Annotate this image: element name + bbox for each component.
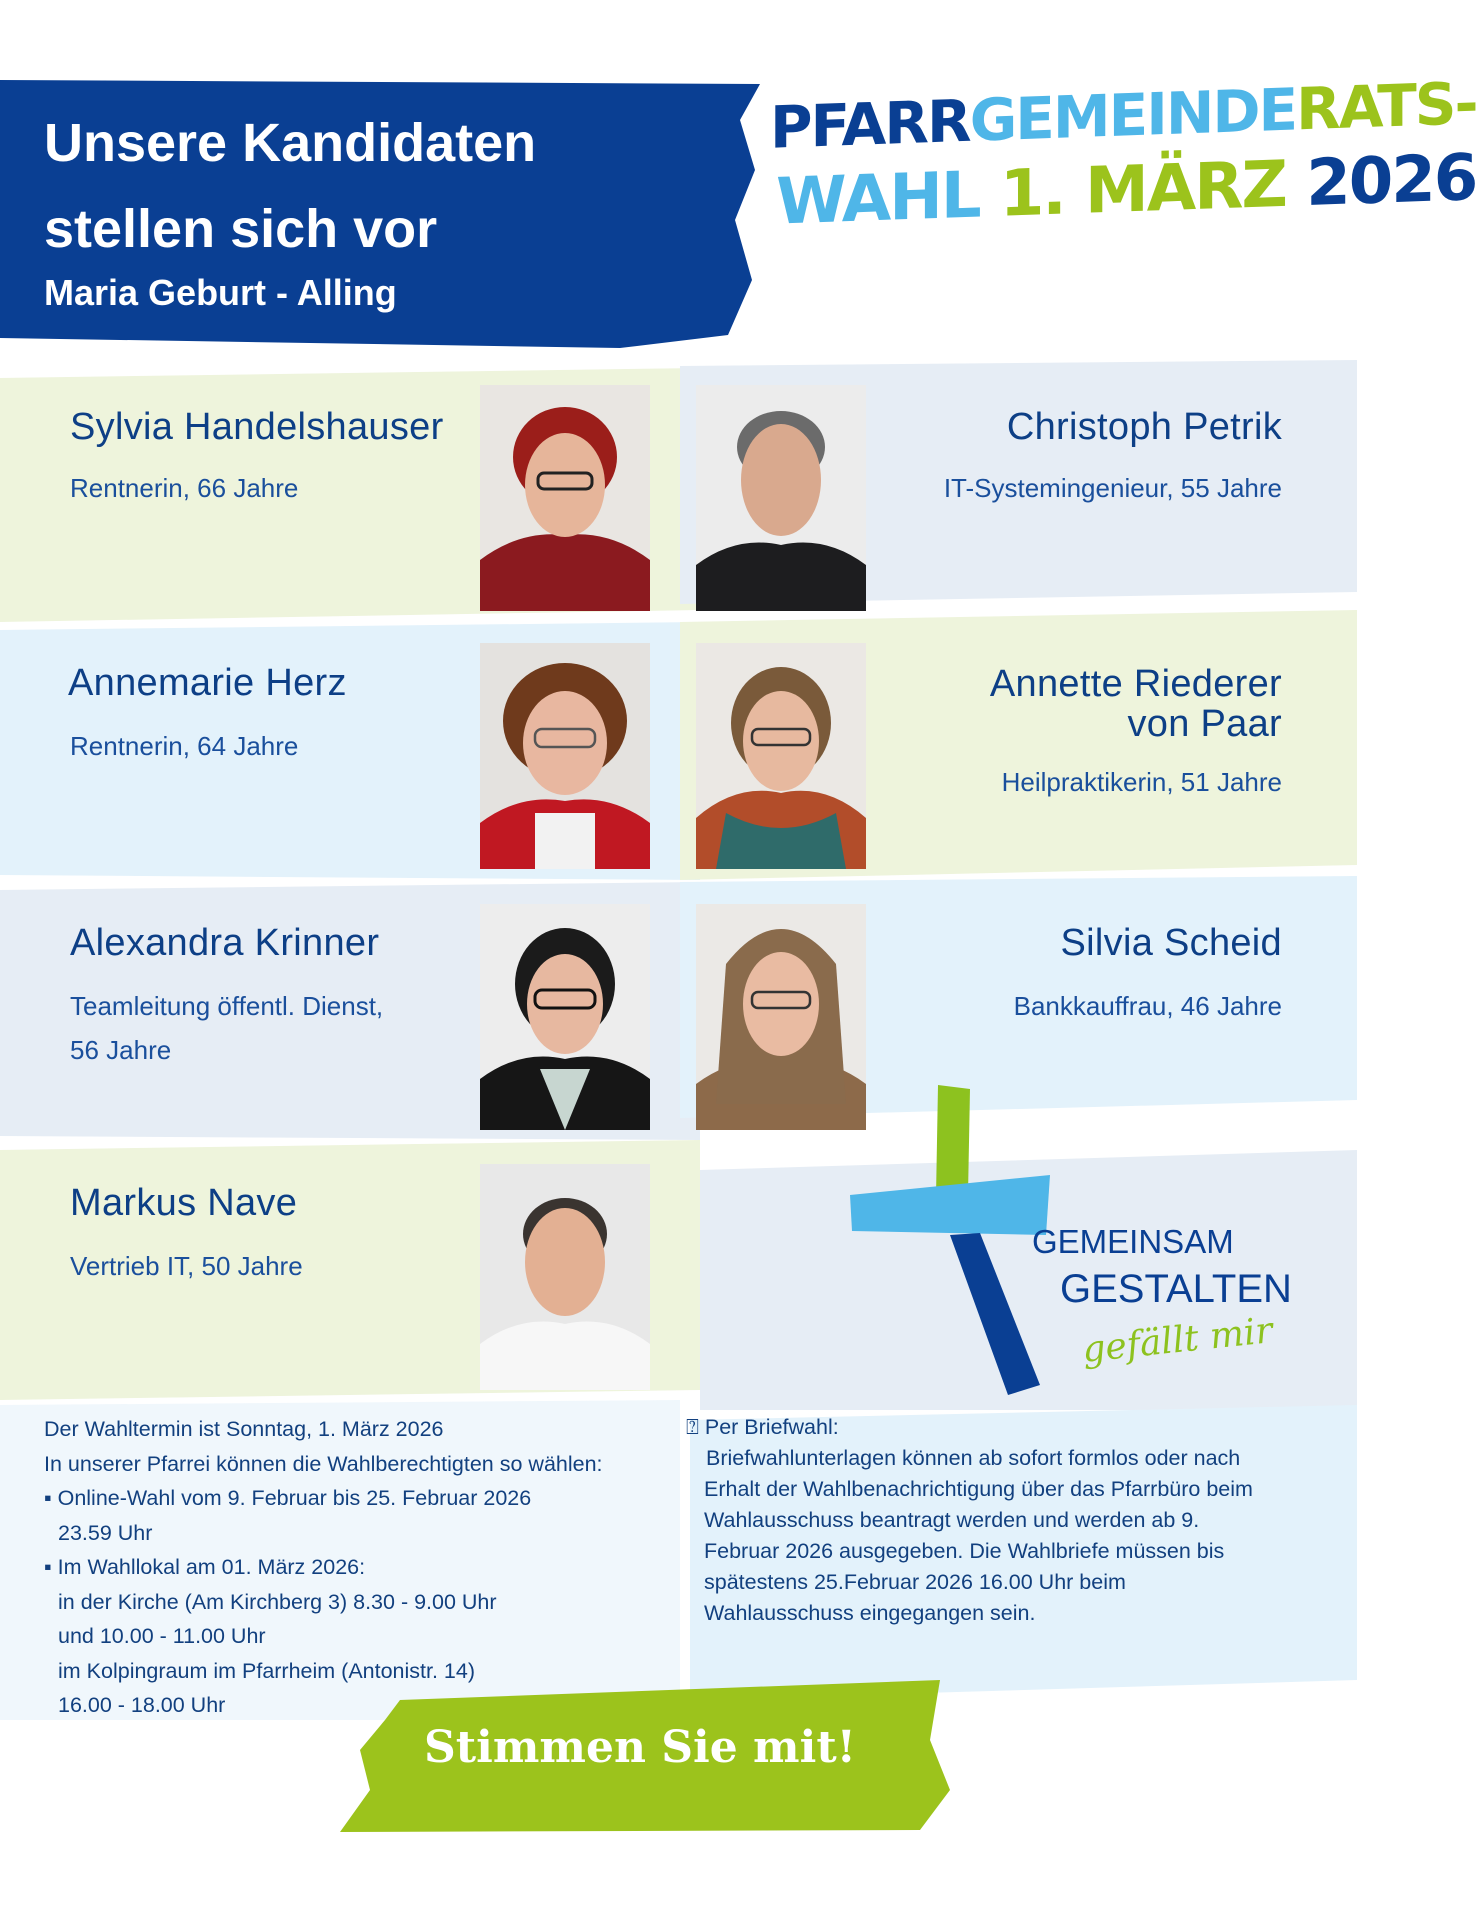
- candidate-photo: [480, 385, 650, 611]
- candidate-name: Silvia Scheid: [1060, 922, 1282, 964]
- candidate-photo: [696, 643, 866, 869]
- portrait-placeholder-icon: [696, 904, 866, 1130]
- candidate-job: [70, 984, 383, 1072]
- portrait-placeholder-icon: [480, 385, 650, 611]
- info-line: und 10.00 - 11.00 Uhr: [58, 1624, 266, 1648]
- cross-vertical-darkblue-icon: [950, 1233, 1040, 1395]
- candidate-name: Christoph Petrik: [1006, 406, 1282, 448]
- candidate-name: Markus Nave: [70, 1182, 298, 1224]
- candidate-job-line2: 56 Jahre: [70, 1035, 172, 1065]
- cross-vertical-green-icon: [936, 1085, 970, 1197]
- logo-word-gemeinde: GEMEINDE: [969, 75, 1297, 155]
- candidate-name-line1: Annette Riederer: [989, 663, 1282, 705]
- candidate-photo: [480, 643, 650, 869]
- candidate-job: Bankkauffrau, 46 Jahre: [1013, 991, 1282, 1021]
- candidate-job: Heilpraktikerin, 51 Jahre: [1001, 767, 1282, 797]
- page-title: [44, 100, 704, 272]
- info-line: ⍰ Per Briefwahl:: [686, 1415, 839, 1439]
- info-line: Briefwahlunterlagen können ab sofort formlos oder nach: [706, 1446, 1241, 1470]
- candidate-photo: [696, 904, 866, 1130]
- page-title-line2: stellen sich vor: [44, 199, 438, 259]
- info-line: Februar 2026 ausgegeben. Die Wahlbriefe müssen bis: [704, 1539, 1225, 1563]
- logo-word-date: 1. MÄRZ: [999, 147, 1286, 232]
- info-line: Der Wahltermin ist Sonntag, 1. März 2026: [44, 1417, 444, 1441]
- info-line: ▪ Im Wahllokal am 01. März 2026:: [44, 1555, 366, 1579]
- info-line: Erhalt der Wahlbenachrichtigung über das Pfarrbüro beim: [704, 1477, 1253, 1501]
- info-line: In unserer Pfarrei können die Wahlberechtigten so wählen:: [44, 1451, 603, 1476]
- logo-word-rats: RATS-: [1296, 69, 1477, 144]
- portrait-placeholder-icon: [696, 385, 866, 611]
- candidate-name-line2: von Paar: [1127, 703, 1282, 745]
- info-line: ▪ Online-Wahl vom 9. Februar bis 25. Februar 2026: [44, 1486, 532, 1510]
- page-subtitle: Maria Geburt - Alling: [44, 272, 397, 313]
- candidate-photo: [696, 385, 866, 611]
- candidate-name: [990, 664, 1282, 744]
- logo-word-wahl: WAHL: [776, 158, 980, 240]
- gefaellt-mir-text: gefällt mir: [1080, 1310, 1275, 1371]
- gestalten-text: GESTALTEN: [1060, 1267, 1292, 1311]
- info-line: spätestens 25.Februar 2026 16.00 Uhr beim: [704, 1570, 1126, 1594]
- portrait-placeholder-icon: [480, 904, 650, 1130]
- election-info-right: [686, 1412, 1326, 1629]
- info-line: Wahlausschuss beantragt werden und werden ab 9.: [704, 1508, 1200, 1532]
- election-info-left: [44, 1412, 684, 1723]
- candidate-job: Vertrieb IT, 50 Jahre: [70, 1251, 303, 1281]
- candidate-job: Rentnerin, 66 Jahre: [70, 473, 299, 503]
- candidate-job: IT-Systemingenieur, 55 Jahre: [943, 473, 1282, 503]
- info-line: im Kolpingraum im Pfarrheim (Antonistr. 14): [58, 1658, 476, 1683]
- info-line: in der Kirche (Am Kirchberg 3) 8.30 - 9.00 Uhr: [58, 1589, 497, 1614]
- portrait-placeholder-icon: [696, 643, 866, 869]
- candidate-name: Annemarie Herz: [68, 662, 347, 704]
- election-logo: [770, 69, 1477, 262]
- candidate-job-line1: Teamleitung öffentl. Dienst,: [70, 991, 384, 1021]
- gemeinsam-text: GEMEINSAM: [1032, 1223, 1234, 1260]
- info-line: 23.59 Uhr: [58, 1520, 153, 1545]
- candidate-photo: [480, 904, 650, 1130]
- cta-label: Stimmen Sie mit!: [424, 1722, 856, 1773]
- logo-word-year: 2026: [1306, 141, 1477, 222]
- portrait-placeholder-icon: [480, 643, 650, 869]
- info-line: Wahlausschuss eingegangen sein.: [704, 1601, 1036, 1625]
- candidate-job: Rentnerin, 64 Jahre: [70, 731, 299, 761]
- portrait-placeholder-icon: [480, 1164, 650, 1390]
- candidate-photo: [480, 1164, 650, 1390]
- page-title-line1: Unsere Kandidaten: [44, 113, 537, 173]
- info-line: 16.00 - 18.00 Uhr: [58, 1693, 226, 1717]
- candidate-name: Alexandra Krinner: [70, 922, 380, 964]
- candidate-name: Sylvia Handelshauser: [70, 406, 444, 448]
- logo-word-pfarr: PFARR: [770, 86, 970, 162]
